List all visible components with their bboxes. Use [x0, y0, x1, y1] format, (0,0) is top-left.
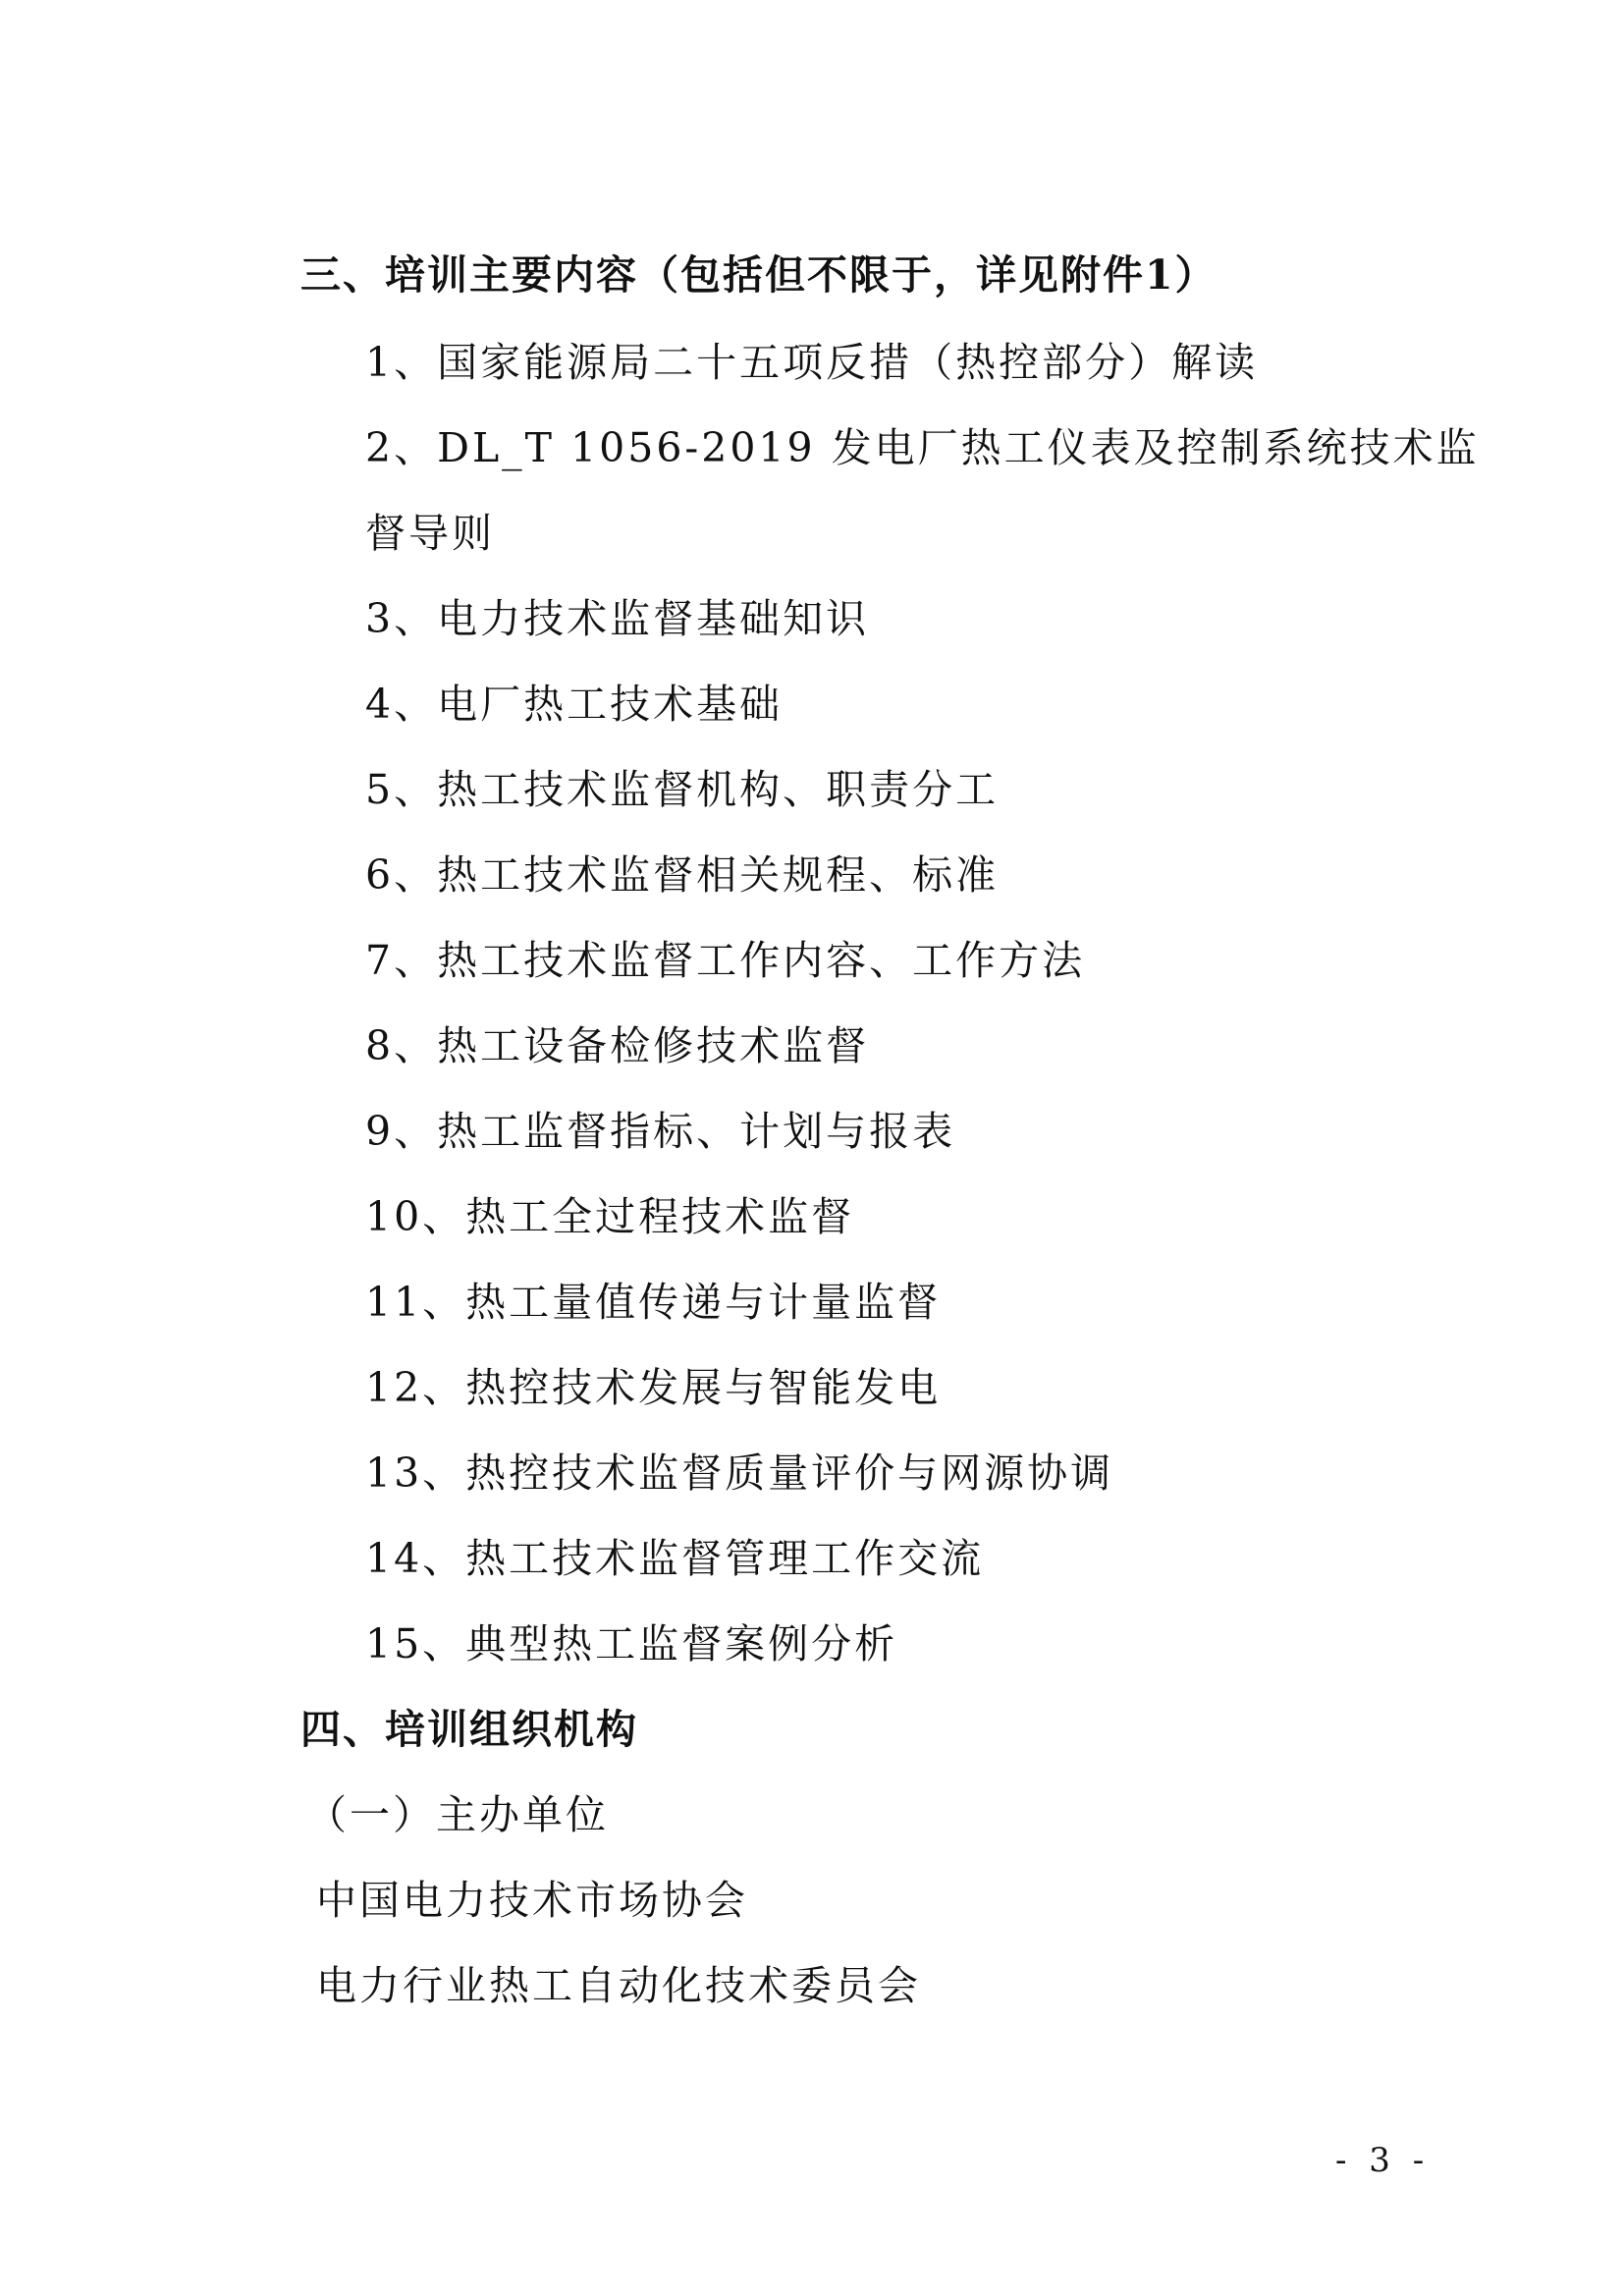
list-item: 10、热工全过程技术监督	[365, 1193, 855, 1240]
list-item: 9、热工监督指标、计划与报表	[365, 1108, 956, 1155]
list-item: 15、典型热工监督案例分析	[365, 1620, 898, 1667]
list-item: 5、热工技术监督机构、职责分工	[365, 766, 1000, 813]
page-number: - 3 -	[1335, 2141, 1431, 2180]
list-item-continuation: 督导则	[365, 510, 495, 557]
organizer-name: 中国电力技术市场协会	[316, 1877, 748, 1924]
list-item: 4、电厂热工技术基础	[365, 681, 784, 728]
list-item: 11、热工量值传递与计量监督	[365, 1279, 942, 1326]
list-item: 8、热工设备检修技术监督	[365, 1022, 870, 1069]
list-item: 1、国家能源局二十五项反措（热控部分）解读	[365, 339, 1259, 386]
subsection-heading: （一）主办单位	[306, 1791, 609, 1838]
section-3-heading: 三、培训主要内容（包括但不限于，详见附件1）	[300, 251, 1217, 299]
list-item: 14、热工技术监督管理工作交流	[365, 1535, 985, 1582]
list-item: 7、热工技术监督工作内容、工作方法	[365, 937, 1086, 984]
list-item: 13、热控技术监督质量评价与网源协调	[365, 1449, 1114, 1497]
list-item: 3、电力技术监督基础知识	[365, 595, 870, 642]
section-4-heading: 四、培训组织机构	[300, 1706, 638, 1753]
organizer-name: 电力行业热工自动化技术委员会	[316, 1962, 921, 2009]
list-item: 12、热控技术发展与智能发电	[365, 1364, 942, 1411]
list-item: 2、DL_T 1056-2019 发电厂热工仪表及控制系统技术监	[365, 424, 1480, 471]
list-item: 6、热工技术监督相关规程、标准	[365, 851, 1000, 899]
